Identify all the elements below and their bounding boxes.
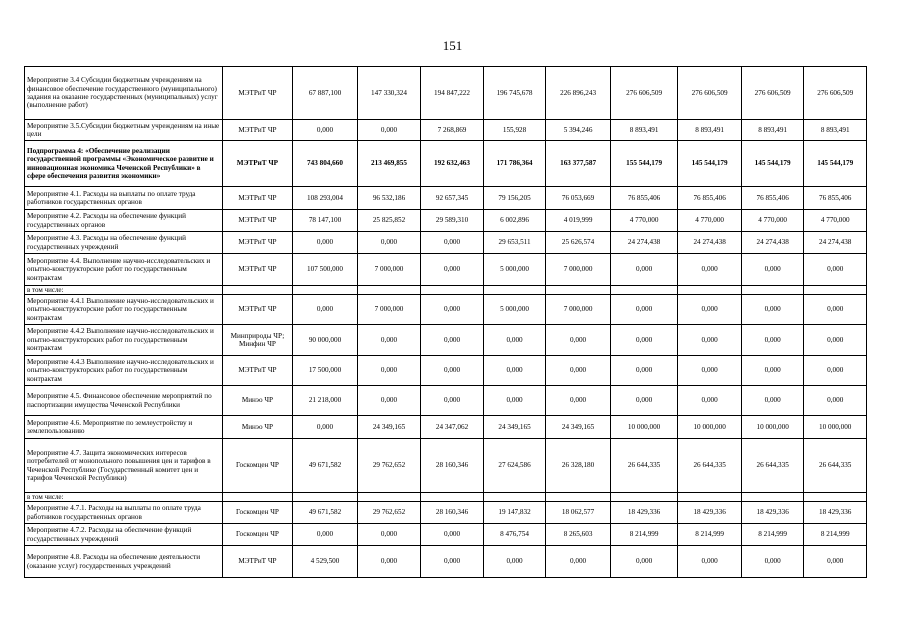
amount-cell: 4 770,000 <box>610 210 678 232</box>
amount-cell: 78 147,100 <box>293 210 358 232</box>
amount-cell: 163 377,587 <box>546 141 611 187</box>
amount-cell: 0,000 <box>741 325 804 356</box>
amount-cell <box>421 286 484 295</box>
amount-cell: 0,000 <box>741 356 804 386</box>
amount-cell <box>610 493 678 502</box>
amount-cell: 0,000 <box>546 546 611 578</box>
amount-cell: 5 000,000 <box>483 254 546 286</box>
amount-cell: 0,000 <box>421 356 484 386</box>
amount-cell: 26 644,335 <box>610 439 678 493</box>
amount-cell: 5 000,000 <box>483 295 546 325</box>
amount-cell: 10 000,000 <box>804 416 867 439</box>
executor-cell: Госкомцен ЧР <box>222 502 293 524</box>
amount-cell <box>804 286 867 295</box>
amount-cell: 25 825,852 <box>357 210 421 232</box>
amount-cell: 0,000 <box>610 325 678 356</box>
amount-cell: 29 762,652 <box>357 439 421 493</box>
amount-cell: 4 529,500 <box>293 546 358 578</box>
amount-cell: 79 156,205 <box>483 187 546 210</box>
amount-cell: 25 626,574 <box>546 232 611 254</box>
executor-cell: МЭТРиТ ЧР <box>222 120 293 141</box>
amount-cell: 145 544,179 <box>804 141 867 187</box>
amount-cell: 29 762,652 <box>357 502 421 524</box>
table-row <box>25 120 867 141</box>
amount-cell: 0,000 <box>357 232 421 254</box>
amount-cell: 24 349,165 <box>546 416 611 439</box>
amount-cell: 0,000 <box>421 524 484 546</box>
amount-cell: 6 002,896 <box>483 210 546 232</box>
amount-cell: 76 053,669 <box>546 187 611 210</box>
amount-cell: 0,000 <box>678 356 742 386</box>
amount-cell: 0,000 <box>678 295 742 325</box>
amount-cell: 276 606,509 <box>741 67 804 120</box>
activity-name-cell: Мероприятие 3.5.Субсидии бюджетным учреждениям на иные цели <box>25 120 223 141</box>
amount-cell <box>546 493 611 502</box>
amount-cell: 7 000,000 <box>357 295 421 325</box>
amount-cell: 76 855,406 <box>610 187 678 210</box>
executor-cell: МЭТРиТ ЧР <box>222 356 293 386</box>
table-row <box>25 67 867 120</box>
amount-cell: 4 770,000 <box>741 210 804 232</box>
amount-cell <box>741 286 804 295</box>
amount-cell: 0,000 <box>357 546 421 578</box>
amount-cell: 49 671,582 <box>293 502 358 524</box>
table-row <box>25 232 867 254</box>
amount-cell: 192 632,463 <box>421 141 484 187</box>
executor-cell: Госкомцен ЧР <box>222 439 293 493</box>
executor-cell <box>222 493 293 502</box>
amount-cell: 213 469,855 <box>357 141 421 187</box>
amount-cell: 92 657,345 <box>421 187 484 210</box>
amount-cell <box>610 286 678 295</box>
table-row <box>25 295 867 325</box>
executor-cell <box>222 286 293 295</box>
table-row <box>25 416 867 439</box>
amount-cell: 76 855,406 <box>804 187 867 210</box>
amount-cell: 96 532,186 <box>357 187 421 210</box>
amount-cell: 7 000,000 <box>546 295 611 325</box>
amount-cell: 90 000,000 <box>293 325 358 356</box>
amount-cell: 107 500,000 <box>293 254 358 286</box>
table-row <box>25 546 867 578</box>
amount-cell: 0,000 <box>741 295 804 325</box>
table-row <box>25 439 867 493</box>
activity-name-cell: Мероприятие 4.2. Расходы на обеспечение функций государственных органов <box>25 210 223 232</box>
amount-cell: 276 606,509 <box>610 67 678 120</box>
amount-cell: 18 429,336 <box>741 502 804 524</box>
amount-cell: 24 274,438 <box>678 232 742 254</box>
amount-cell: 76 855,406 <box>678 187 742 210</box>
amount-cell: 0,000 <box>546 325 611 356</box>
amount-cell: 18 429,336 <box>610 502 678 524</box>
amount-cell: 0,000 <box>804 254 867 286</box>
amount-cell: 4 770,000 <box>804 210 867 232</box>
amount-cell: 155 544,179 <box>610 141 678 187</box>
executor-cell: МЭТРиТ ЧР <box>222 67 293 120</box>
amount-cell: 0,000 <box>546 386 611 416</box>
amount-cell: 24 347,062 <box>421 416 484 439</box>
amount-cell: 7 000,000 <box>546 254 611 286</box>
amount-cell: 0,000 <box>293 232 358 254</box>
amount-cell: 8 893,491 <box>804 120 867 141</box>
amount-cell: 0,000 <box>483 386 546 416</box>
table-row <box>25 141 867 187</box>
amount-cell: 145 544,179 <box>741 141 804 187</box>
amount-cell <box>483 286 546 295</box>
amount-cell: 194 847,222 <box>421 67 484 120</box>
table-row <box>25 187 867 210</box>
amount-cell: 24 349,165 <box>357 416 421 439</box>
executor-cell: МЭТРиТ ЧР <box>222 254 293 286</box>
table-row <box>25 524 867 546</box>
executor-cell: МЭТРиТ ЧР <box>222 187 293 210</box>
activity-name-cell: Мероприятие 3.4 Субсидии бюджетным учреждениям на финансовое обеспечение государственного (муниципального) задания на оказание государственных (муниципальных) услуг (выполнение работ) <box>25 67 223 120</box>
amount-cell: 26 644,335 <box>678 439 742 493</box>
amount-cell: 0,000 <box>421 546 484 578</box>
executor-cell: МЭТРиТ ЧР <box>222 295 293 325</box>
amount-cell: 0,000 <box>741 386 804 416</box>
amount-cell: 0,000 <box>357 356 421 386</box>
amount-cell: 171 786,364 <box>483 141 546 187</box>
amount-cell: 0,000 <box>293 295 358 325</box>
activity-name-cell: Мероприятие 4.4.3 Выполнение научно-исследовательских и опытно-конструкторских работ по государственным контрактам <box>25 356 223 386</box>
amount-cell: 0,000 <box>293 416 358 439</box>
amount-cell: 0,000 <box>421 254 484 286</box>
amount-cell: 8 214,999 <box>741 524 804 546</box>
activity-name-cell: Мероприятие 4.4. Выполнение научно-исследовательских и опытно-конструкторские работ по государственным контрактам <box>25 254 223 286</box>
amount-cell: 226 896,243 <box>546 67 611 120</box>
amount-cell: 19 147,832 <box>483 502 546 524</box>
amount-cell: 0,000 <box>804 386 867 416</box>
amount-cell: 0,000 <box>610 254 678 286</box>
amount-cell: 0,000 <box>741 546 804 578</box>
amount-cell: 0,000 <box>610 386 678 416</box>
amount-cell: 18 429,336 <box>678 502 742 524</box>
amount-cell: 0,000 <box>804 295 867 325</box>
amount-cell: 0,000 <box>804 546 867 578</box>
amount-cell: 0,000 <box>421 295 484 325</box>
activity-name-cell: в том числе: <box>25 286 223 295</box>
amount-cell: 8 214,999 <box>610 524 678 546</box>
amount-cell: 24 274,438 <box>741 232 804 254</box>
amount-cell: 0,000 <box>357 120 421 141</box>
amount-cell: 145 544,179 <box>678 141 742 187</box>
amount-cell: 8 214,999 <box>678 524 742 546</box>
table-row <box>25 286 867 295</box>
table-row <box>25 210 867 232</box>
amount-cell: 0,000 <box>678 325 742 356</box>
amount-cell: 21 218,000 <box>293 386 358 416</box>
amount-cell: 5 394,246 <box>546 120 611 141</box>
amount-cell <box>741 493 804 502</box>
amount-cell: 28 160,346 <box>421 439 484 493</box>
amount-cell: 0,000 <box>357 325 421 356</box>
amount-cell: 743 804,660 <box>293 141 358 187</box>
amount-cell: 29 589,310 <box>421 210 484 232</box>
amount-cell: 49 671,582 <box>293 439 358 493</box>
amount-cell: 26 644,335 <box>804 439 867 493</box>
amount-cell <box>293 286 358 295</box>
executor-cell: МЭТРиТ ЧР <box>222 546 293 578</box>
amount-cell <box>483 493 546 502</box>
amount-cell: 147 330,324 <box>357 67 421 120</box>
amount-cell: 0,000 <box>678 254 742 286</box>
amount-cell: 0,000 <box>610 546 678 578</box>
table-row <box>25 356 867 386</box>
activity-name-cell: Мероприятие 4.7. Защита экономических интересов потребителей от монопольного повышения цен и тарифов в Чеченской Республике (Государственный комитет цен и тарифов Чеченской Республики) <box>25 439 223 493</box>
activity-name-cell: Мероприятие 4.5. Финансовое обеспечение мероприятий по паспортизации имущества Чеченской Республики <box>25 386 223 416</box>
amount-cell: 0,000 <box>421 386 484 416</box>
amount-cell: 0,000 <box>741 254 804 286</box>
amount-cell: 24 274,438 <box>610 232 678 254</box>
table-row <box>25 386 867 416</box>
activity-name-cell: Мероприятие 4.7.2. Расходы на обеспечение функций государственных учреждений <box>25 524 223 546</box>
amount-cell <box>804 493 867 502</box>
activity-name-cell: Мероприятие 4.7.1. Расходы на выплаты по оплате труда работников государственных органов <box>25 502 223 524</box>
amount-cell: 0,000 <box>804 356 867 386</box>
amount-cell: 26 644,335 <box>741 439 804 493</box>
amount-cell: 108 293,004 <box>293 187 358 210</box>
amount-cell: 27 624,586 <box>483 439 546 493</box>
amount-cell: 0,000 <box>293 120 358 141</box>
activity-name-cell: в том числе: <box>25 493 223 502</box>
executor-cell: МЭТРиТ ЧР <box>222 141 293 187</box>
amount-cell: 196 745,678 <box>483 67 546 120</box>
executor-cell: Минэо ЧР <box>222 386 293 416</box>
activity-name-cell: Мероприятие 4.4.1 Выполнение научно-исследовательских и опытно-конструкторские работ по государственным контрактам <box>25 295 223 325</box>
activity-name-cell: Подпрограмма 4: «Обеспечение реализации государственной программы «Экономическое развитие и инновационная экономика Чеченской Республики» в сфере обеспечения развития экономики» <box>25 141 223 187</box>
amount-cell: 276 606,509 <box>804 67 867 120</box>
amount-cell: 0,000 <box>357 386 421 416</box>
amount-cell: 0,000 <box>483 356 546 386</box>
amount-cell <box>421 493 484 502</box>
amount-cell: 276 606,509 <box>678 67 742 120</box>
table-row <box>25 325 867 356</box>
amount-cell: 0,000 <box>804 325 867 356</box>
amount-cell: 26 328,180 <box>546 439 611 493</box>
amount-cell <box>678 286 742 295</box>
amount-cell: 8 265,603 <box>546 524 611 546</box>
table-row <box>25 254 867 286</box>
amount-cell: 24 349,165 <box>483 416 546 439</box>
amount-cell: 17 500,000 <box>293 356 358 386</box>
amount-cell <box>357 493 421 502</box>
amount-cell: 24 274,438 <box>804 232 867 254</box>
amount-cell: 155,928 <box>483 120 546 141</box>
amount-cell: 0,000 <box>357 524 421 546</box>
page-number: 151 <box>442 38 463 53</box>
amount-cell: 4 019,999 <box>546 210 611 232</box>
executor-cell: Минэо ЧР <box>222 416 293 439</box>
amount-cell: 8 893,491 <box>678 120 742 141</box>
amount-cell: 18 062,577 <box>546 502 611 524</box>
amount-cell: 10 000,000 <box>741 416 804 439</box>
amount-cell <box>678 493 742 502</box>
amount-cell: 4 770,000 <box>678 210 742 232</box>
amount-cell: 0,000 <box>610 295 678 325</box>
amount-cell: 0,000 <box>293 524 358 546</box>
amount-cell: 76 855,406 <box>741 187 804 210</box>
amount-cell <box>357 286 421 295</box>
executor-cell: МЭТРиТ ЧР <box>222 210 293 232</box>
amount-cell: 10 000,000 <box>678 416 742 439</box>
table-body <box>25 67 867 578</box>
amount-cell: 67 887,100 <box>293 67 358 120</box>
amount-cell: 8 214,999 <box>804 524 867 546</box>
amount-cell: 0,000 <box>483 325 546 356</box>
amount-cell: 0,000 <box>678 386 742 416</box>
activity-name-cell: Мероприятие 4.4.2 Выполнение научно-исследовательских и опытно-конструкторских работ по государственным контрактам <box>25 325 223 356</box>
amount-cell: 0,000 <box>483 546 546 578</box>
amount-cell: 8 893,491 <box>610 120 678 141</box>
budget-table <box>24 66 867 578</box>
table-row <box>25 493 867 502</box>
amount-cell: 0,000 <box>546 356 611 386</box>
amount-cell <box>293 493 358 502</box>
activity-name-cell: Мероприятие 4.3. Расходы на обеспечение функций государственных учреждений <box>25 232 223 254</box>
amount-cell: 10 000,000 <box>610 416 678 439</box>
amount-cell: 7 000,000 <box>357 254 421 286</box>
activity-name-cell: Мероприятие 4.1. Расходы на выплаты по оплате труда работников государственных органов <box>25 187 223 210</box>
executor-cell: Минприроды ЧР; Минфин ЧР <box>222 325 293 356</box>
table-row <box>25 502 867 524</box>
amount-cell: 7 268,869 <box>421 120 484 141</box>
amount-cell: 0,000 <box>610 356 678 386</box>
amount-cell: 8 476,754 <box>483 524 546 546</box>
executor-cell: МЭТРиТ ЧР <box>222 232 293 254</box>
amount-cell: 28 160,346 <box>421 502 484 524</box>
amount-cell <box>546 286 611 295</box>
activity-name-cell: Мероприятие 4.8. Расходы на обеспечение деятельности (оказание услуг) государственных учреждений <box>25 546 223 578</box>
amount-cell: 0,000 <box>421 232 484 254</box>
amount-cell: 8 893,491 <box>741 120 804 141</box>
amount-cell: 18 429,336 <box>804 502 867 524</box>
executor-cell: Госкомцен ЧР <box>222 524 293 546</box>
amount-cell: 0,000 <box>678 546 742 578</box>
amount-cell: 29 653,511 <box>483 232 546 254</box>
amount-cell: 0,000 <box>421 325 484 356</box>
activity-name-cell: Мероприятие 4.6. Мероприятие по землеустройству и землепользованию <box>25 416 223 439</box>
